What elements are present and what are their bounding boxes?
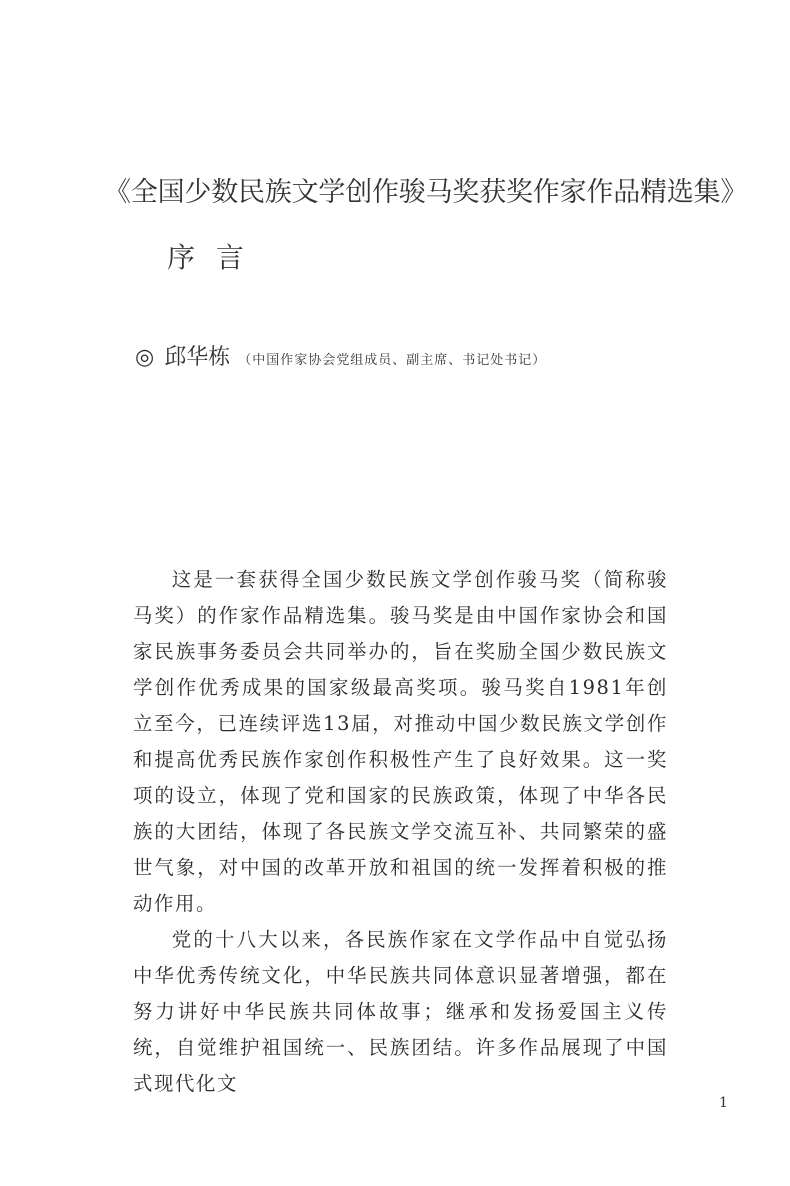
section-title: 序 言 (167, 241, 250, 274)
body-text (133, 562, 668, 1102)
paragraph-2: 党的十八大以来，各民族作家在文学作品中自觉弘扬中华优秀传统文化，中华民族共同体意识显著增强，都在努力讲好中华民族共同体故事；继承和发扬爱国主义传统，自觉维护祖国统一、民族团结。许多作品展现了中国式现代化文 (133, 928, 668, 1095)
book-title: 《全国少数民族文学创作骏马奖获奖作家作品精选集》 (104, 177, 748, 208)
byline-mark-icon: ◎ (135, 345, 155, 370)
byline (135, 340, 546, 371)
author-role: （中国作家协会党组成员、副主席、书记处书记） (238, 353, 547, 368)
author-name: 邱华栋 (164, 345, 231, 370)
page-number: 1 (719, 1095, 728, 1111)
paragraph-1: 这是一套获得全国少数民族文学创作骏马奖（简称骏马奖）的作家作品精选集。骏马奖是由中国作家协会和国家民族事务委员会共同举办的，旨在奖励全国少数民族文学创作优秀成果的国家级最高奖项。骏马奖自1981年创立至今，已连续评选13届，对推动中国少数民族文学创作和提高优秀民族作家创作积极性产生了良好效果。这一奖项的设立，体现了党和国家的民族政策，体现了中华各民族的大团结，体现了各民族文学交流互补、共同繁荣的盛世气象，对中国的改革开放和祖国的统一发挥着积极的推动作用。 (133, 568, 668, 915)
